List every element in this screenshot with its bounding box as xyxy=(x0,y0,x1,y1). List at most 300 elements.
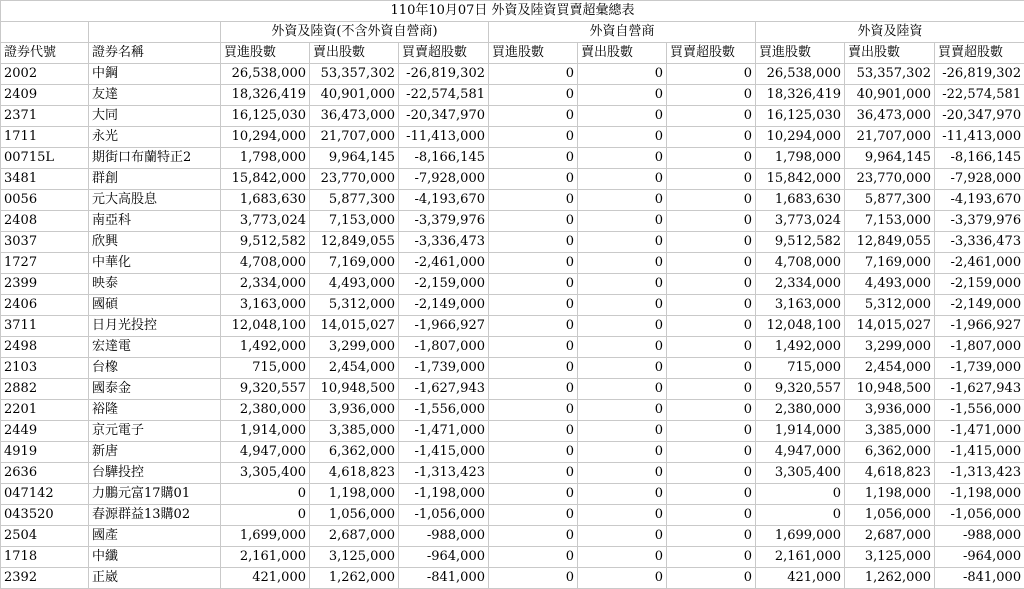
number-cell[interactable]: 16,125,030 xyxy=(756,106,845,127)
number-cell[interactable]: 0 xyxy=(578,505,667,526)
number-cell[interactable]: 2,334,000 xyxy=(221,274,310,295)
number-cell[interactable]: -964,000 xyxy=(935,547,1024,568)
number-cell[interactable]: 0 xyxy=(667,211,756,232)
number-cell[interactable]: 2,454,000 xyxy=(845,358,935,379)
number-cell[interactable]: 4,947,000 xyxy=(221,442,310,463)
number-cell[interactable]: -3,379,976 xyxy=(935,211,1024,232)
number-cell[interactable]: 2,161,000 xyxy=(221,547,310,568)
number-cell[interactable]: 0 xyxy=(489,127,578,148)
column-header[interactable]: 買進股數 xyxy=(756,43,845,64)
number-cell[interactable]: 3,299,000 xyxy=(845,337,935,358)
number-cell[interactable]: 1,262,000 xyxy=(310,568,399,589)
number-cell[interactable]: 0 xyxy=(489,316,578,337)
number-cell[interactable]: 0 xyxy=(667,505,756,526)
number-cell[interactable]: 0 xyxy=(489,505,578,526)
number-cell[interactable]: 421,000 xyxy=(756,568,845,589)
number-cell[interactable]: 0 xyxy=(578,568,667,589)
number-cell[interactable]: 14,015,027 xyxy=(310,316,399,337)
number-cell[interactable]: 6,362,000 xyxy=(310,442,399,463)
number-cell[interactable]: 0 xyxy=(489,337,578,358)
number-cell[interactable]: 0 xyxy=(578,232,667,253)
group-header-foreign-total[interactable]: 外資及陸資 xyxy=(756,22,1024,43)
stock-name-cell[interactable]: 力鵬元富17購01 xyxy=(89,484,221,505)
number-cell[interactable]: 0 xyxy=(489,85,578,106)
number-cell[interactable]: 40,901,000 xyxy=(845,85,935,106)
number-cell[interactable]: 10,294,000 xyxy=(756,127,845,148)
stock-name-cell[interactable]: 大同 xyxy=(89,106,221,127)
number-cell[interactable]: 36,473,000 xyxy=(310,106,399,127)
number-cell[interactable]: 9,320,557 xyxy=(756,379,845,400)
stock-code-cell[interactable]: 2636 xyxy=(1,463,89,484)
number-cell[interactable]: -1,627,943 xyxy=(399,379,489,400)
number-cell[interactable]: 0 xyxy=(667,547,756,568)
number-cell[interactable]: 0 xyxy=(489,400,578,421)
stock-code-cell[interactable]: 2371 xyxy=(1,106,89,127)
stock-code-cell[interactable]: 043520 xyxy=(1,505,89,526)
number-cell[interactable]: 3,936,000 xyxy=(845,400,935,421)
number-cell[interactable]: 3,936,000 xyxy=(310,400,399,421)
number-cell[interactable]: 0 xyxy=(667,232,756,253)
number-cell[interactable]: -2,149,000 xyxy=(399,295,489,316)
stock-name-cell[interactable]: 欣興 xyxy=(89,232,221,253)
number-cell[interactable]: -1,056,000 xyxy=(399,505,489,526)
stock-name-cell[interactable]: 國碩 xyxy=(89,295,221,316)
stock-code-cell[interactable]: 1711 xyxy=(1,127,89,148)
column-header[interactable]: 買進股數 xyxy=(489,43,578,64)
stock-name-cell[interactable]: 中華化 xyxy=(89,253,221,274)
number-cell[interactable]: 1,683,630 xyxy=(756,190,845,211)
stock-code-cell[interactable]: 2002 xyxy=(1,64,89,85)
column-header[interactable]: 買進股數 xyxy=(221,43,310,64)
stock-name-cell[interactable]: 友達 xyxy=(89,85,221,106)
number-cell[interactable]: 3,385,000 xyxy=(310,421,399,442)
number-cell[interactable]: -4,193,670 xyxy=(399,190,489,211)
number-cell[interactable]: -2,159,000 xyxy=(935,274,1024,295)
column-header[interactable]: 買賣超股數 xyxy=(935,43,1024,64)
number-cell[interactable]: 26,538,000 xyxy=(221,64,310,85)
number-cell[interactable]: 0 xyxy=(667,316,756,337)
number-cell[interactable]: 21,707,000 xyxy=(310,127,399,148)
number-cell[interactable]: -1,739,000 xyxy=(399,358,489,379)
stock-code-cell[interactable]: 2409 xyxy=(1,85,89,106)
number-cell[interactable]: 3,299,000 xyxy=(310,337,399,358)
stock-name-cell[interactable]: 期街口布蘭特正2 xyxy=(89,148,221,169)
stock-name-cell[interactable]: 映泰 xyxy=(89,274,221,295)
number-cell[interactable]: 0 xyxy=(578,442,667,463)
number-cell[interactable]: 0 xyxy=(489,253,578,274)
number-cell[interactable]: 0 xyxy=(489,463,578,484)
number-cell[interactable]: 53,357,302 xyxy=(845,64,935,85)
number-cell[interactable]: 40,901,000 xyxy=(310,85,399,106)
number-cell[interactable]: -1,313,423 xyxy=(399,463,489,484)
number-cell[interactable]: 3,305,400 xyxy=(221,463,310,484)
number-cell[interactable]: -1,739,000 xyxy=(935,358,1024,379)
number-cell[interactable]: 0 xyxy=(667,379,756,400)
number-cell[interactable]: 18,326,419 xyxy=(756,85,845,106)
number-cell[interactable]: 9,964,145 xyxy=(845,148,935,169)
stock-code-cell[interactable]: 047142 xyxy=(1,484,89,505)
number-cell[interactable]: 9,512,582 xyxy=(756,232,845,253)
number-cell[interactable]: -11,413,000 xyxy=(399,127,489,148)
number-cell[interactable]: 2,687,000 xyxy=(310,526,399,547)
number-cell[interactable]: 0 xyxy=(489,568,578,589)
empty-cell[interactable] xyxy=(1,22,89,43)
number-cell[interactable]: -964,000 xyxy=(399,547,489,568)
number-cell[interactable]: 0 xyxy=(578,190,667,211)
stock-code-cell[interactable]: 2406 xyxy=(1,295,89,316)
number-cell[interactable]: 5,877,300 xyxy=(845,190,935,211)
number-cell[interactable]: -1,313,423 xyxy=(935,463,1024,484)
number-cell[interactable]: 2,161,000 xyxy=(756,547,845,568)
number-cell[interactable]: -1,966,927 xyxy=(935,316,1024,337)
number-cell[interactable]: -7,928,000 xyxy=(935,169,1024,190)
number-cell[interactable]: 0 xyxy=(667,463,756,484)
number-cell[interactable]: 2,454,000 xyxy=(310,358,399,379)
number-cell[interactable]: 2,687,000 xyxy=(845,526,935,547)
number-cell[interactable]: -2,149,000 xyxy=(935,295,1024,316)
number-cell[interactable]: 4,618,823 xyxy=(845,463,935,484)
number-cell[interactable]: 0 xyxy=(489,232,578,253)
number-cell[interactable]: 0 xyxy=(578,358,667,379)
number-cell[interactable]: 0 xyxy=(578,463,667,484)
number-cell[interactable]: -22,574,581 xyxy=(935,85,1024,106)
stock-name-cell[interactable]: 元大高股息 xyxy=(89,190,221,211)
stock-name-cell[interactable]: 中鋼 xyxy=(89,64,221,85)
number-cell[interactable]: 0 xyxy=(667,421,756,442)
number-cell[interactable]: 0 xyxy=(578,379,667,400)
number-cell[interactable]: -841,000 xyxy=(399,568,489,589)
number-cell[interactable]: 0 xyxy=(667,253,756,274)
number-cell[interactable]: 1,798,000 xyxy=(221,148,310,169)
number-cell[interactable]: 1,699,000 xyxy=(756,526,845,547)
stock-name-cell[interactable]: 永光 xyxy=(89,127,221,148)
number-cell[interactable]: 0 xyxy=(578,64,667,85)
number-cell[interactable]: -26,819,302 xyxy=(935,64,1024,85)
number-cell[interactable]: 0 xyxy=(756,505,845,526)
number-cell[interactable]: 5,312,000 xyxy=(845,295,935,316)
column-header[interactable]: 買賣超股數 xyxy=(399,43,489,64)
number-cell[interactable]: 0 xyxy=(667,127,756,148)
number-cell[interactable]: 0 xyxy=(489,484,578,505)
number-cell[interactable]: 36,473,000 xyxy=(845,106,935,127)
number-cell[interactable]: 12,048,100 xyxy=(221,316,310,337)
number-cell[interactable]: 3,305,400 xyxy=(756,463,845,484)
number-cell[interactable]: 0 xyxy=(667,337,756,358)
stock-name-cell[interactable]: 裕隆 xyxy=(89,400,221,421)
number-cell[interactable]: 0 xyxy=(578,169,667,190)
column-header[interactable]: 賣出股數 xyxy=(310,43,399,64)
number-cell[interactable]: 3,125,000 xyxy=(845,547,935,568)
table-row xyxy=(1,442,1024,463)
table-row xyxy=(1,316,1024,337)
number-cell[interactable]: 0 xyxy=(667,484,756,505)
number-cell[interactable]: 1,198,000 xyxy=(845,484,935,505)
number-cell[interactable]: 0 xyxy=(578,316,667,337)
stock-name-cell[interactable]: 群創 xyxy=(89,169,221,190)
table-row xyxy=(1,106,1024,127)
table-row xyxy=(1,400,1024,421)
number-cell[interactable]: 0 xyxy=(489,190,578,211)
number-cell[interactable]: -3,379,976 xyxy=(399,211,489,232)
number-cell[interactable]: -1,556,000 xyxy=(935,400,1024,421)
table-row xyxy=(1,295,1024,316)
number-cell[interactable]: -1,198,000 xyxy=(935,484,1024,505)
table-row xyxy=(1,64,1024,85)
number-cell[interactable]: -4,193,670 xyxy=(935,190,1024,211)
number-cell[interactable]: 1,056,000 xyxy=(310,505,399,526)
number-cell[interactable]: -1,415,000 xyxy=(935,442,1024,463)
number-cell[interactable]: 10,948,500 xyxy=(845,379,935,400)
number-cell[interactable]: 0 xyxy=(667,190,756,211)
number-cell[interactable]: 0 xyxy=(489,64,578,85)
number-cell[interactable]: -1,556,000 xyxy=(399,400,489,421)
number-cell[interactable]: 10,948,500 xyxy=(310,379,399,400)
number-cell[interactable]: 0 xyxy=(578,421,667,442)
number-cell[interactable]: 7,153,000 xyxy=(310,211,399,232)
number-cell[interactable]: -22,574,581 xyxy=(399,85,489,106)
number-cell[interactable]: 421,000 xyxy=(221,568,310,589)
number-cell[interactable]: 0 xyxy=(667,400,756,421)
number-cell[interactable]: 15,842,000 xyxy=(756,169,845,190)
stock-name-cell[interactable]: 正崴 xyxy=(89,568,221,589)
number-cell[interactable]: 0 xyxy=(667,64,756,85)
number-cell[interactable]: 9,964,145 xyxy=(310,148,399,169)
stock-code-cell[interactable]: 00715L xyxy=(1,148,89,169)
number-cell[interactable]: -1,415,000 xyxy=(399,442,489,463)
number-cell[interactable]: 0 xyxy=(578,148,667,169)
stock-code-cell[interactable]: 2392 xyxy=(1,568,89,589)
number-cell[interactable]: 3,385,000 xyxy=(845,421,935,442)
stock-code-cell[interactable]: 3037 xyxy=(1,232,89,253)
number-cell[interactable]: 16,125,030 xyxy=(221,106,310,127)
number-cell[interactable]: 15,842,000 xyxy=(221,169,310,190)
number-cell[interactable]: 1,198,000 xyxy=(310,484,399,505)
number-cell[interactable]: 2,334,000 xyxy=(756,274,845,295)
stock-name-cell[interactable]: 南亞科 xyxy=(89,211,221,232)
number-cell[interactable]: 0 xyxy=(578,85,667,106)
number-cell[interactable]: 12,048,100 xyxy=(756,316,845,337)
column-header[interactable]: 證券名稱 xyxy=(89,43,221,64)
number-cell[interactable]: 21,707,000 xyxy=(845,127,935,148)
number-cell[interactable]: 0 xyxy=(667,274,756,295)
table-row xyxy=(1,421,1024,442)
number-cell[interactable]: 1,262,000 xyxy=(845,568,935,589)
column-header[interactable]: 賣出股數 xyxy=(578,43,667,64)
number-cell[interactable]: 12,849,055 xyxy=(310,232,399,253)
number-cell[interactable]: -7,928,000 xyxy=(399,169,489,190)
number-cell[interactable]: -1,198,000 xyxy=(399,484,489,505)
stock-name-cell[interactable]: 台驊投控 xyxy=(89,463,221,484)
number-cell[interactable]: 0 xyxy=(489,358,578,379)
number-cell[interactable]: 4,947,000 xyxy=(756,442,845,463)
stock-name-cell[interactable]: 春源群益13購02 xyxy=(89,505,221,526)
number-cell[interactable]: -1,471,000 xyxy=(935,421,1024,442)
number-cell[interactable]: 0 xyxy=(667,442,756,463)
stock-name-cell[interactable]: 宏達電 xyxy=(89,337,221,358)
number-cell[interactable]: -3,336,473 xyxy=(935,232,1024,253)
number-cell[interactable]: -988,000 xyxy=(935,526,1024,547)
stock-code-cell[interactable]: 1727 xyxy=(1,253,89,274)
number-cell[interactable]: 1,492,000 xyxy=(221,337,310,358)
number-cell[interactable]: 0 xyxy=(578,253,667,274)
number-cell[interactable]: 0 xyxy=(578,337,667,358)
number-cell[interactable]: 0 xyxy=(489,547,578,568)
stock-code-cell[interactable]: 3481 xyxy=(1,169,89,190)
number-cell[interactable]: 0 xyxy=(489,295,578,316)
number-cell[interactable]: 5,877,300 xyxy=(310,190,399,211)
number-cell[interactable]: -1,056,000 xyxy=(935,505,1024,526)
stock-code-cell[interactable]: 2449 xyxy=(1,421,89,442)
number-cell[interactable]: 23,770,000 xyxy=(845,169,935,190)
stock-code-cell[interactable]: 0056 xyxy=(1,190,89,211)
number-cell[interactable]: -1,807,000 xyxy=(399,337,489,358)
stock-name-cell[interactable]: 中纖 xyxy=(89,547,221,568)
stock-code-cell[interactable]: 4919 xyxy=(1,442,89,463)
number-cell[interactable]: 0 xyxy=(578,526,667,547)
number-cell[interactable]: 0 xyxy=(667,85,756,106)
number-cell[interactable]: 0 xyxy=(489,148,578,169)
number-cell[interactable]: 0 xyxy=(578,400,667,421)
number-cell[interactable]: 0 xyxy=(489,421,578,442)
number-cell[interactable]: 0 xyxy=(578,295,667,316)
number-cell[interactable]: 0 xyxy=(756,484,845,505)
number-cell[interactable]: 4,708,000 xyxy=(756,253,845,274)
number-cell[interactable]: 0 xyxy=(667,148,756,169)
number-cell[interactable]: 4,493,000 xyxy=(845,274,935,295)
number-cell[interactable]: 14,015,027 xyxy=(845,316,935,337)
stock-code-cell[interactable]: 2498 xyxy=(1,337,89,358)
number-cell[interactable]: -11,413,000 xyxy=(935,127,1024,148)
number-cell[interactable]: 4,618,823 xyxy=(310,463,399,484)
number-cell[interactable]: 1,492,000 xyxy=(756,337,845,358)
number-cell[interactable]: 0 xyxy=(221,484,310,505)
number-cell[interactable]: 3,125,000 xyxy=(310,547,399,568)
stock-code-cell[interactable]: 2882 xyxy=(1,379,89,400)
stock-code-cell[interactable]: 2399 xyxy=(1,274,89,295)
number-cell[interactable]: 1,914,000 xyxy=(221,421,310,442)
number-cell[interactable]: 0 xyxy=(489,274,578,295)
number-cell[interactable]: -20,347,970 xyxy=(399,106,489,127)
number-cell[interactable]: 0 xyxy=(489,526,578,547)
stock-name-cell[interactable]: 新唐 xyxy=(89,442,221,463)
number-cell[interactable]: 7,169,000 xyxy=(845,253,935,274)
number-cell[interactable]: 0 xyxy=(489,379,578,400)
number-cell[interactable]: 0 xyxy=(667,106,756,127)
number-cell[interactable]: 3,163,000 xyxy=(756,295,845,316)
number-cell[interactable]: 12,849,055 xyxy=(845,232,935,253)
number-cell[interactable]: 0 xyxy=(489,211,578,232)
number-cell[interactable]: -1,627,943 xyxy=(935,379,1024,400)
stock-code-cell[interactable]: 1718 xyxy=(1,547,89,568)
stock-name-cell[interactable]: 台橡 xyxy=(89,358,221,379)
number-cell[interactable]: 5,312,000 xyxy=(310,295,399,316)
number-cell[interactable]: 2,380,000 xyxy=(756,400,845,421)
number-cell[interactable]: 18,326,419 xyxy=(221,85,310,106)
stock-code-cell[interactable]: 3711 xyxy=(1,316,89,337)
number-cell[interactable]: 1,914,000 xyxy=(756,421,845,442)
number-cell[interactable]: 7,153,000 xyxy=(845,211,935,232)
number-cell[interactable]: 53,357,302 xyxy=(310,64,399,85)
number-cell[interactable]: 1,798,000 xyxy=(756,148,845,169)
stock-name-cell[interactable]: 京元電子 xyxy=(89,421,221,442)
number-cell[interactable]: 0 xyxy=(667,568,756,589)
number-cell[interactable]: 0 xyxy=(667,169,756,190)
number-cell[interactable]: -26,819,302 xyxy=(399,64,489,85)
number-cell[interactable]: 4,493,000 xyxy=(310,274,399,295)
number-cell[interactable]: 23,770,000 xyxy=(310,169,399,190)
number-cell[interactable]: 0 xyxy=(489,106,578,127)
number-cell[interactable]: 0 xyxy=(578,127,667,148)
number-cell[interactable]: 0 xyxy=(578,106,667,127)
sheet-title[interactable]: 110年10月07日 外資及陸資買賣超彙總表 xyxy=(1,1,1024,22)
number-cell[interactable]: 0 xyxy=(578,274,667,295)
column-header[interactable]: 賣出股數 xyxy=(845,43,935,64)
number-cell[interactable]: 3,773,024 xyxy=(221,211,310,232)
stock-name-cell[interactable]: 國泰金 xyxy=(89,379,221,400)
column-header[interactable]: 證券代號 xyxy=(1,43,89,64)
number-cell[interactable]: 0 xyxy=(578,211,667,232)
number-cell[interactable]: -8,166,145 xyxy=(935,148,1024,169)
number-cell[interactable]: 715,000 xyxy=(756,358,845,379)
number-cell[interactable]: 6,362,000 xyxy=(845,442,935,463)
stock-name-cell[interactable]: 國產 xyxy=(89,526,221,547)
number-cell[interactable]: -2,461,000 xyxy=(935,253,1024,274)
number-cell[interactable]: -8,166,145 xyxy=(399,148,489,169)
stock-name-cell[interactable]: 日月光投控 xyxy=(89,316,221,337)
group-header-foreign-excl-dealer[interactable]: 外資及陸資(不含外資自營商) xyxy=(221,22,489,43)
number-cell[interactable]: 0 xyxy=(667,295,756,316)
number-cell[interactable]: 1,699,000 xyxy=(221,526,310,547)
number-cell[interactable]: -3,336,473 xyxy=(399,232,489,253)
empty-cell[interactable] xyxy=(89,22,221,43)
number-cell[interactable]: 1,683,630 xyxy=(221,190,310,211)
number-cell[interactable]: -20,347,970 xyxy=(935,106,1024,127)
number-cell[interactable]: 0 xyxy=(489,169,578,190)
stock-code-cell[interactable]: 2408 xyxy=(1,211,89,232)
number-cell[interactable]: -1,807,000 xyxy=(935,337,1024,358)
number-cell[interactable]: 10,294,000 xyxy=(221,127,310,148)
number-cell[interactable]: 3,773,024 xyxy=(756,211,845,232)
stock-code-cell[interactable]: 2201 xyxy=(1,400,89,421)
number-cell[interactable]: 2,380,000 xyxy=(221,400,310,421)
number-cell[interactable]: 0 xyxy=(221,505,310,526)
number-cell[interactable]: 0 xyxy=(667,526,756,547)
column-header[interactable]: 買賣超股數 xyxy=(667,43,756,64)
number-cell[interactable]: -1,966,927 xyxy=(399,316,489,337)
group-header-foreign-dealer[interactable]: 外資自營商 xyxy=(489,22,756,43)
number-cell[interactable]: 0 xyxy=(578,484,667,505)
number-cell[interactable]: -841,000 xyxy=(935,568,1024,589)
number-cell[interactable]: 1,056,000 xyxy=(845,505,935,526)
number-cell[interactable]: 9,320,557 xyxy=(221,379,310,400)
table-row xyxy=(1,547,1024,568)
number-cell[interactable]: -988,000 xyxy=(399,526,489,547)
number-cell[interactable]: -2,461,000 xyxy=(399,253,489,274)
number-cell[interactable]: 26,538,000 xyxy=(756,64,845,85)
number-cell[interactable]: -2,159,000 xyxy=(399,274,489,295)
number-cell[interactable]: 0 xyxy=(667,358,756,379)
number-cell[interactable]: 4,708,000 xyxy=(221,253,310,274)
stock-code-cell[interactable]: 2504 xyxy=(1,526,89,547)
number-cell[interactable]: 715,000 xyxy=(221,358,310,379)
number-cell[interactable]: 9,512,582 xyxy=(221,232,310,253)
stock-code-cell[interactable]: 2103 xyxy=(1,358,89,379)
number-cell[interactable]: 0 xyxy=(578,547,667,568)
number-cell[interactable]: 0 xyxy=(489,442,578,463)
number-cell[interactable]: 7,169,000 xyxy=(310,253,399,274)
number-cell[interactable]: -1,471,000 xyxy=(399,421,489,442)
number-cell[interactable]: 3,163,000 xyxy=(221,295,310,316)
